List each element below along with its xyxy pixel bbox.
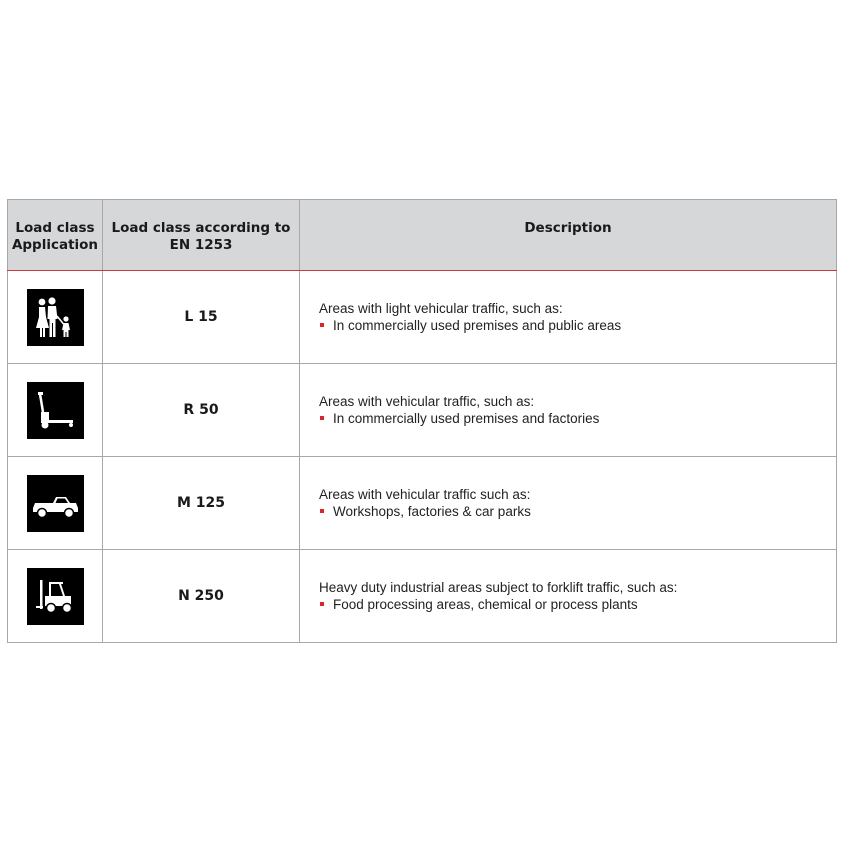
header-load-class: Load class according to EN 1253 bbox=[103, 200, 300, 271]
description-intro: Areas with light vehicular traffic, such as: bbox=[319, 301, 563, 316]
description-bullet bbox=[319, 410, 836, 427]
description-bullet bbox=[319, 317, 836, 334]
description-cell bbox=[300, 364, 837, 457]
description-bullet bbox=[319, 503, 836, 520]
bullet-square-icon bbox=[320, 416, 324, 420]
application-cell bbox=[8, 364, 103, 457]
description-cell bbox=[300, 550, 837, 643]
description-intro: Heavy duty industrial areas subject to forklift traffic, such as: bbox=[319, 580, 678, 595]
bullet-text: Food processing areas, chemical or process plants bbox=[333, 597, 638, 612]
bullet-text: In commercially used premises and public areas bbox=[333, 318, 622, 333]
bullet-square-icon bbox=[320, 323, 324, 327]
table-row bbox=[8, 457, 837, 550]
pickup-truck-icon bbox=[27, 475, 84, 532]
load-class-table bbox=[7, 199, 837, 643]
application-cell bbox=[8, 550, 103, 643]
forklift-icon bbox=[27, 568, 84, 625]
load-class-value: M 125 bbox=[103, 457, 300, 550]
description-intro: Areas with vehicular traffic, such as: bbox=[319, 394, 535, 409]
pallet-truck-icon bbox=[27, 382, 84, 439]
application-cell bbox=[8, 457, 103, 550]
table-header-row bbox=[8, 200, 837, 271]
load-class-value: R 50 bbox=[103, 364, 300, 457]
load-class-value: L 15 bbox=[103, 271, 300, 364]
table-row bbox=[8, 271, 837, 364]
bullet-text: Workshops, factories & car parks bbox=[333, 504, 531, 519]
pedestrian-family-icon bbox=[27, 289, 84, 346]
table-row bbox=[8, 364, 837, 457]
application-cell bbox=[8, 271, 103, 364]
table-row bbox=[8, 550, 837, 643]
description-cell bbox=[300, 457, 837, 550]
description-bullet bbox=[319, 596, 836, 613]
bullet-square-icon bbox=[320, 602, 324, 606]
header-application: Load class Application bbox=[8, 200, 103, 271]
bullet-square-icon bbox=[320, 509, 324, 513]
description-intro: Areas with vehicular traffic such as: bbox=[319, 487, 531, 502]
description-cell bbox=[300, 271, 837, 364]
bullet-text: In commercially used premises and factories bbox=[333, 411, 600, 426]
load-class-value: N 250 bbox=[103, 550, 300, 643]
header-description: Description bbox=[300, 200, 837, 271]
